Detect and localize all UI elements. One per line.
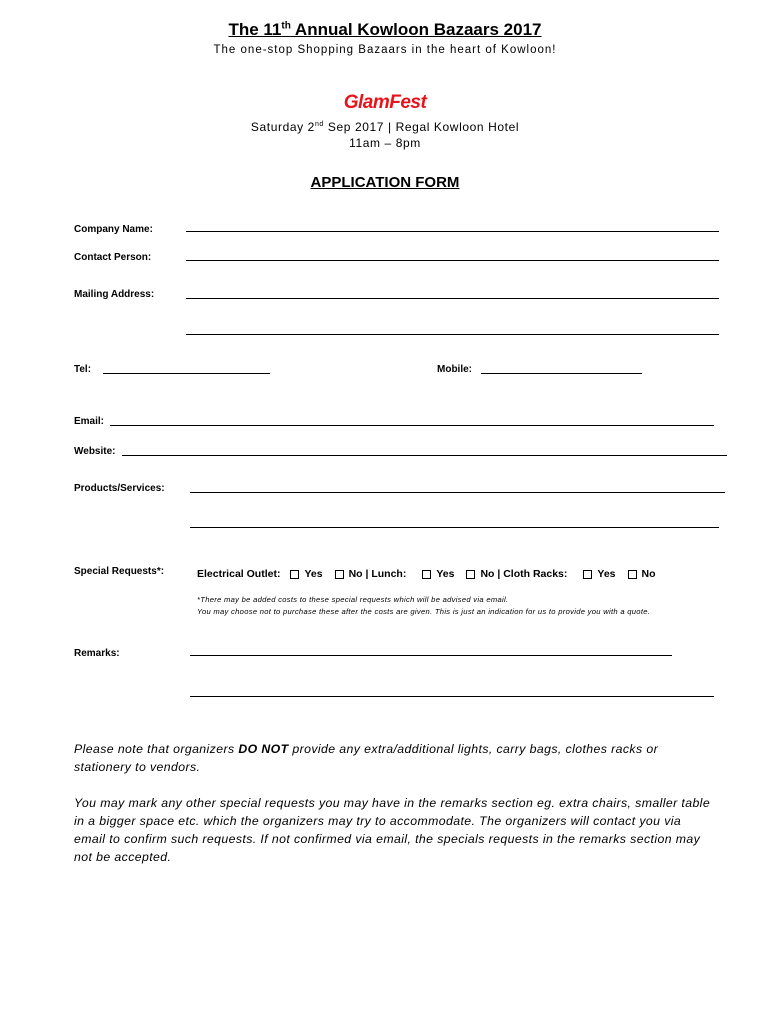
page-title [0, 20, 770, 40]
email-field[interactable] [110, 425, 714, 426]
cloth-racks-label: No | Cloth Racks: [480, 568, 568, 580]
mobile-label: Mobile: [437, 364, 472, 375]
event-time: 11am – 8pm [349, 136, 421, 150]
organizer-note-text: Please note that organizers [74, 742, 239, 756]
special-requests-paragraph: You may mark any other special requests you may have in the remarks section eg. extra chairs, smaller table in a bigger space etc. which the organizers may try to accommodate. The organizers will contact you via email to confirm such requests. If not confirmed via email, the specials requests in the remarks section may not be accepted. [74, 796, 711, 864]
title-text: The 11 [228, 20, 282, 39]
cloth-racks-no-checkbox[interactable] [628, 570, 637, 579]
tel-field[interactable] [103, 373, 270, 374]
special-requests-note-1: *There may be added costs to these special requests which will be advised via email. [197, 595, 509, 604]
email-label: Email: [74, 416, 105, 427]
title-ordinal: th [281, 20, 291, 32]
website-label: Website: [74, 446, 116, 457]
special-requests-note-2: You may choose not to purchase these after the costs are given. This is just an indication for us to provide you with a quote. [197, 607, 651, 616]
event-date-ordinal: nd [314, 121, 324, 128]
form-title: APPLICATION FORM [310, 174, 460, 191]
lunch-label: No | Lunch: [348, 568, 407, 580]
cloth-racks-yes-checkbox[interactable] [583, 570, 592, 579]
mobile-field[interactable] [481, 373, 642, 374]
title-text-rest: Annual Kowloon Bazaars 2017 [290, 20, 542, 39]
mailing-address-field-1[interactable] [186, 298, 719, 299]
special-requests-label: Special Requests*: [74, 566, 165, 577]
glamfest-logo: GlamFest [343, 92, 427, 113]
company-name-label: Company Name: [74, 224, 153, 235]
electrical-outlet-label: Electrical Outlet: [197, 568, 281, 580]
company-name-field[interactable] [186, 231, 719, 232]
electrical-outlet-yes-checkbox[interactable] [290, 570, 299, 579]
organizer-note-paragraph [74, 740, 714, 776]
lunch-yes-label: Yes [436, 568, 455, 580]
cloth-racks-no-label: No [641, 568, 656, 580]
products-services-field-1[interactable] [190, 492, 725, 493]
products-services-label: Products/Services: [74, 483, 165, 494]
remarks-field-2[interactable] [190, 696, 714, 697]
lunch-yes-checkbox[interactable] [422, 570, 431, 579]
website-field[interactable] [122, 455, 727, 456]
electrical-outlet-no-checkbox[interactable] [335, 570, 344, 579]
products-services-field-2[interactable] [190, 527, 719, 528]
tel-label: Tel: [74, 364, 92, 375]
lunch-no-checkbox[interactable] [466, 570, 475, 579]
mailing-address-label: Mailing Address: [74, 289, 155, 300]
event-date-text: Saturday 2 [250, 120, 315, 134]
organizer-note-text-rest: provide any extra/additional lights, carry bags, clothes racks or stationery to vendors. [74, 742, 659, 774]
page-subtitle: The one-stop Shopping Bazaars in the heart of Kowloon! [213, 44, 557, 56]
event-date-venue: Sep 2017 | Regal Kowloon Hotel [323, 120, 520, 134]
electrical-outlet-yes-label: Yes [304, 568, 323, 580]
remarks-field-1[interactable] [190, 655, 672, 656]
contact-person-field[interactable] [186, 260, 719, 261]
special-requests-options [197, 568, 656, 580]
mailing-address-field-2[interactable] [186, 334, 719, 335]
event-date [0, 120, 770, 134]
contact-person-label: Contact Person: [74, 252, 152, 263]
organizer-note-emphasis: DO NOT [238, 742, 289, 756]
remarks-label: Remarks: [74, 648, 120, 659]
cloth-racks-yes-label: Yes [597, 568, 616, 580]
